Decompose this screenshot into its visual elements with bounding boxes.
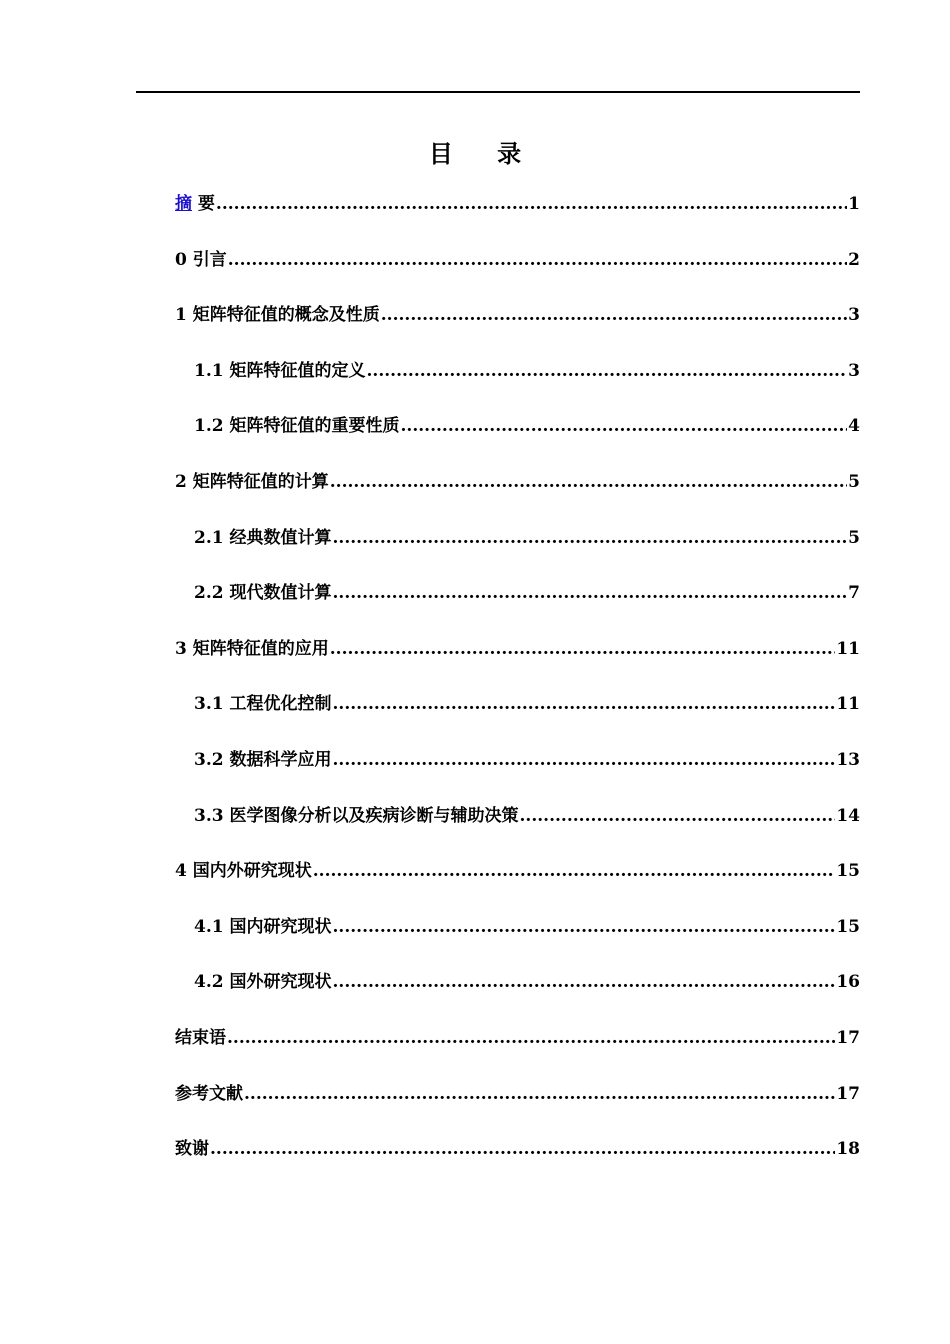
toc-page-number: 11: [836, 638, 860, 659]
toc-entry-label: 2.2 现代数值计算: [194, 583, 332, 604]
toc-entry-label: 0 引言: [175, 249, 227, 270]
dot-leader: [333, 690, 836, 718]
toc-entry-chapter-4[interactable]: [175, 857, 860, 913]
toc-entry-introduction[interactable]: [175, 246, 860, 302]
toc-entry-references[interactable]: [175, 1080, 860, 1136]
toc-entry-label: 1.2 矩阵特征值的重要性质: [194, 416, 400, 437]
abstract-link[interactable]: 摘: [175, 194, 192, 214]
dot-leader: [227, 1024, 835, 1052]
toc-entry-section-3-2[interactable]: [175, 746, 860, 802]
toc-page-number: 3: [848, 360, 860, 381]
dot-leader: [228, 246, 847, 274]
toc-entry-abstract[interactable]: [175, 190, 860, 246]
toc-entry-label: 1.1 矩阵特征值的定义: [194, 360, 366, 381]
toc-entry-label: 摘 要: [175, 194, 215, 214]
toc-page-number: 17: [836, 1083, 860, 1104]
toc-entry-label: 1 矩阵特征值的概念及性质: [175, 305, 380, 326]
toc-entry-label: 3.1 工程优化控制: [194, 694, 332, 715]
toc-entry-section-4-2[interactable]: [175, 968, 860, 1024]
dot-leader: [367, 357, 848, 385]
toc-entry-chapter-2[interactable]: [175, 468, 860, 524]
toc-page-number: 1: [848, 194, 860, 214]
dot-leader: [520, 802, 836, 830]
header-rule: [136, 91, 860, 93]
toc-entry-label: 4 国内外研究现状: [175, 861, 312, 882]
toc-entry-label: 3 矩阵特征值的应用: [175, 638, 329, 659]
toc-page-number: 3: [848, 305, 860, 326]
toc-page-number: 17: [836, 1027, 860, 1048]
toc-page-number: 13: [836, 749, 860, 770]
toc-page-number: 18: [836, 1139, 860, 1160]
dot-leader: [381, 301, 847, 329]
toc-page-number: 5: [848, 471, 860, 492]
dot-leader: [244, 1080, 835, 1108]
toc-entry-label: 参考文献: [175, 1083, 243, 1104]
toc-entry-chapter-1[interactable]: [175, 301, 860, 357]
dot-leader: [401, 412, 848, 440]
dot-leader: [330, 635, 836, 663]
dot-leader: [210, 1135, 835, 1163]
toc-entry-label: 4.2 国外研究现状: [194, 972, 332, 993]
toc-entry-section-2-2[interactable]: [175, 579, 860, 635]
toc-entry-section-1-2[interactable]: [175, 412, 860, 468]
dot-leader: [330, 468, 847, 496]
dot-leader: [333, 524, 848, 552]
toc-entry-section-1-1[interactable]: [175, 357, 860, 413]
dot-leader: [313, 857, 836, 885]
toc-entry-section-3-3[interactable]: [175, 802, 860, 858]
toc-page-number: 7: [848, 583, 860, 604]
toc-entry-label: 4.1 国内研究现状: [194, 916, 332, 937]
toc-entry-label: 结束语: [175, 1027, 226, 1048]
toc-page-number: 16: [836, 972, 860, 993]
toc-entry-section-2-1[interactable]: [175, 524, 860, 580]
toc-title: 目 录: [428, 139, 540, 168]
toc-entry-label: 3.3 医学图像分析以及疾病诊断与辅助决策: [194, 805, 519, 826]
toc-entry-label: 2 矩阵特征值的计算: [175, 471, 329, 492]
toc-entry-label: 3.2 数据科学应用: [194, 749, 332, 770]
toc-entry-chapter-3[interactable]: [175, 635, 860, 691]
toc-page-number: 11: [836, 694, 860, 715]
toc-list: [175, 190, 860, 1191]
toc-entry-conclusion[interactable]: [175, 1024, 860, 1080]
toc-entry-label: 致谢: [175, 1139, 209, 1160]
dot-leader: [333, 913, 836, 941]
toc-page-number: 5: [848, 527, 860, 548]
toc-page-number: 14: [836, 805, 860, 826]
toc-page-number: 4: [848, 416, 860, 437]
toc-page-number: 15: [836, 861, 860, 882]
dot-leader: [216, 190, 847, 218]
toc-page-number: 15: [836, 916, 860, 937]
dot-leader: [333, 746, 836, 774]
toc-entry-section-4-1[interactable]: [175, 913, 860, 969]
dot-leader: [333, 579, 848, 607]
dot-leader: [333, 968, 836, 996]
toc-entry-label: 2.1 经典数值计算: [194, 527, 332, 548]
toc-entry-section-3-1[interactable]: [175, 690, 860, 746]
toc-entry-acknowledgements[interactable]: [175, 1135, 860, 1191]
toc-page-number: 2: [848, 249, 860, 270]
